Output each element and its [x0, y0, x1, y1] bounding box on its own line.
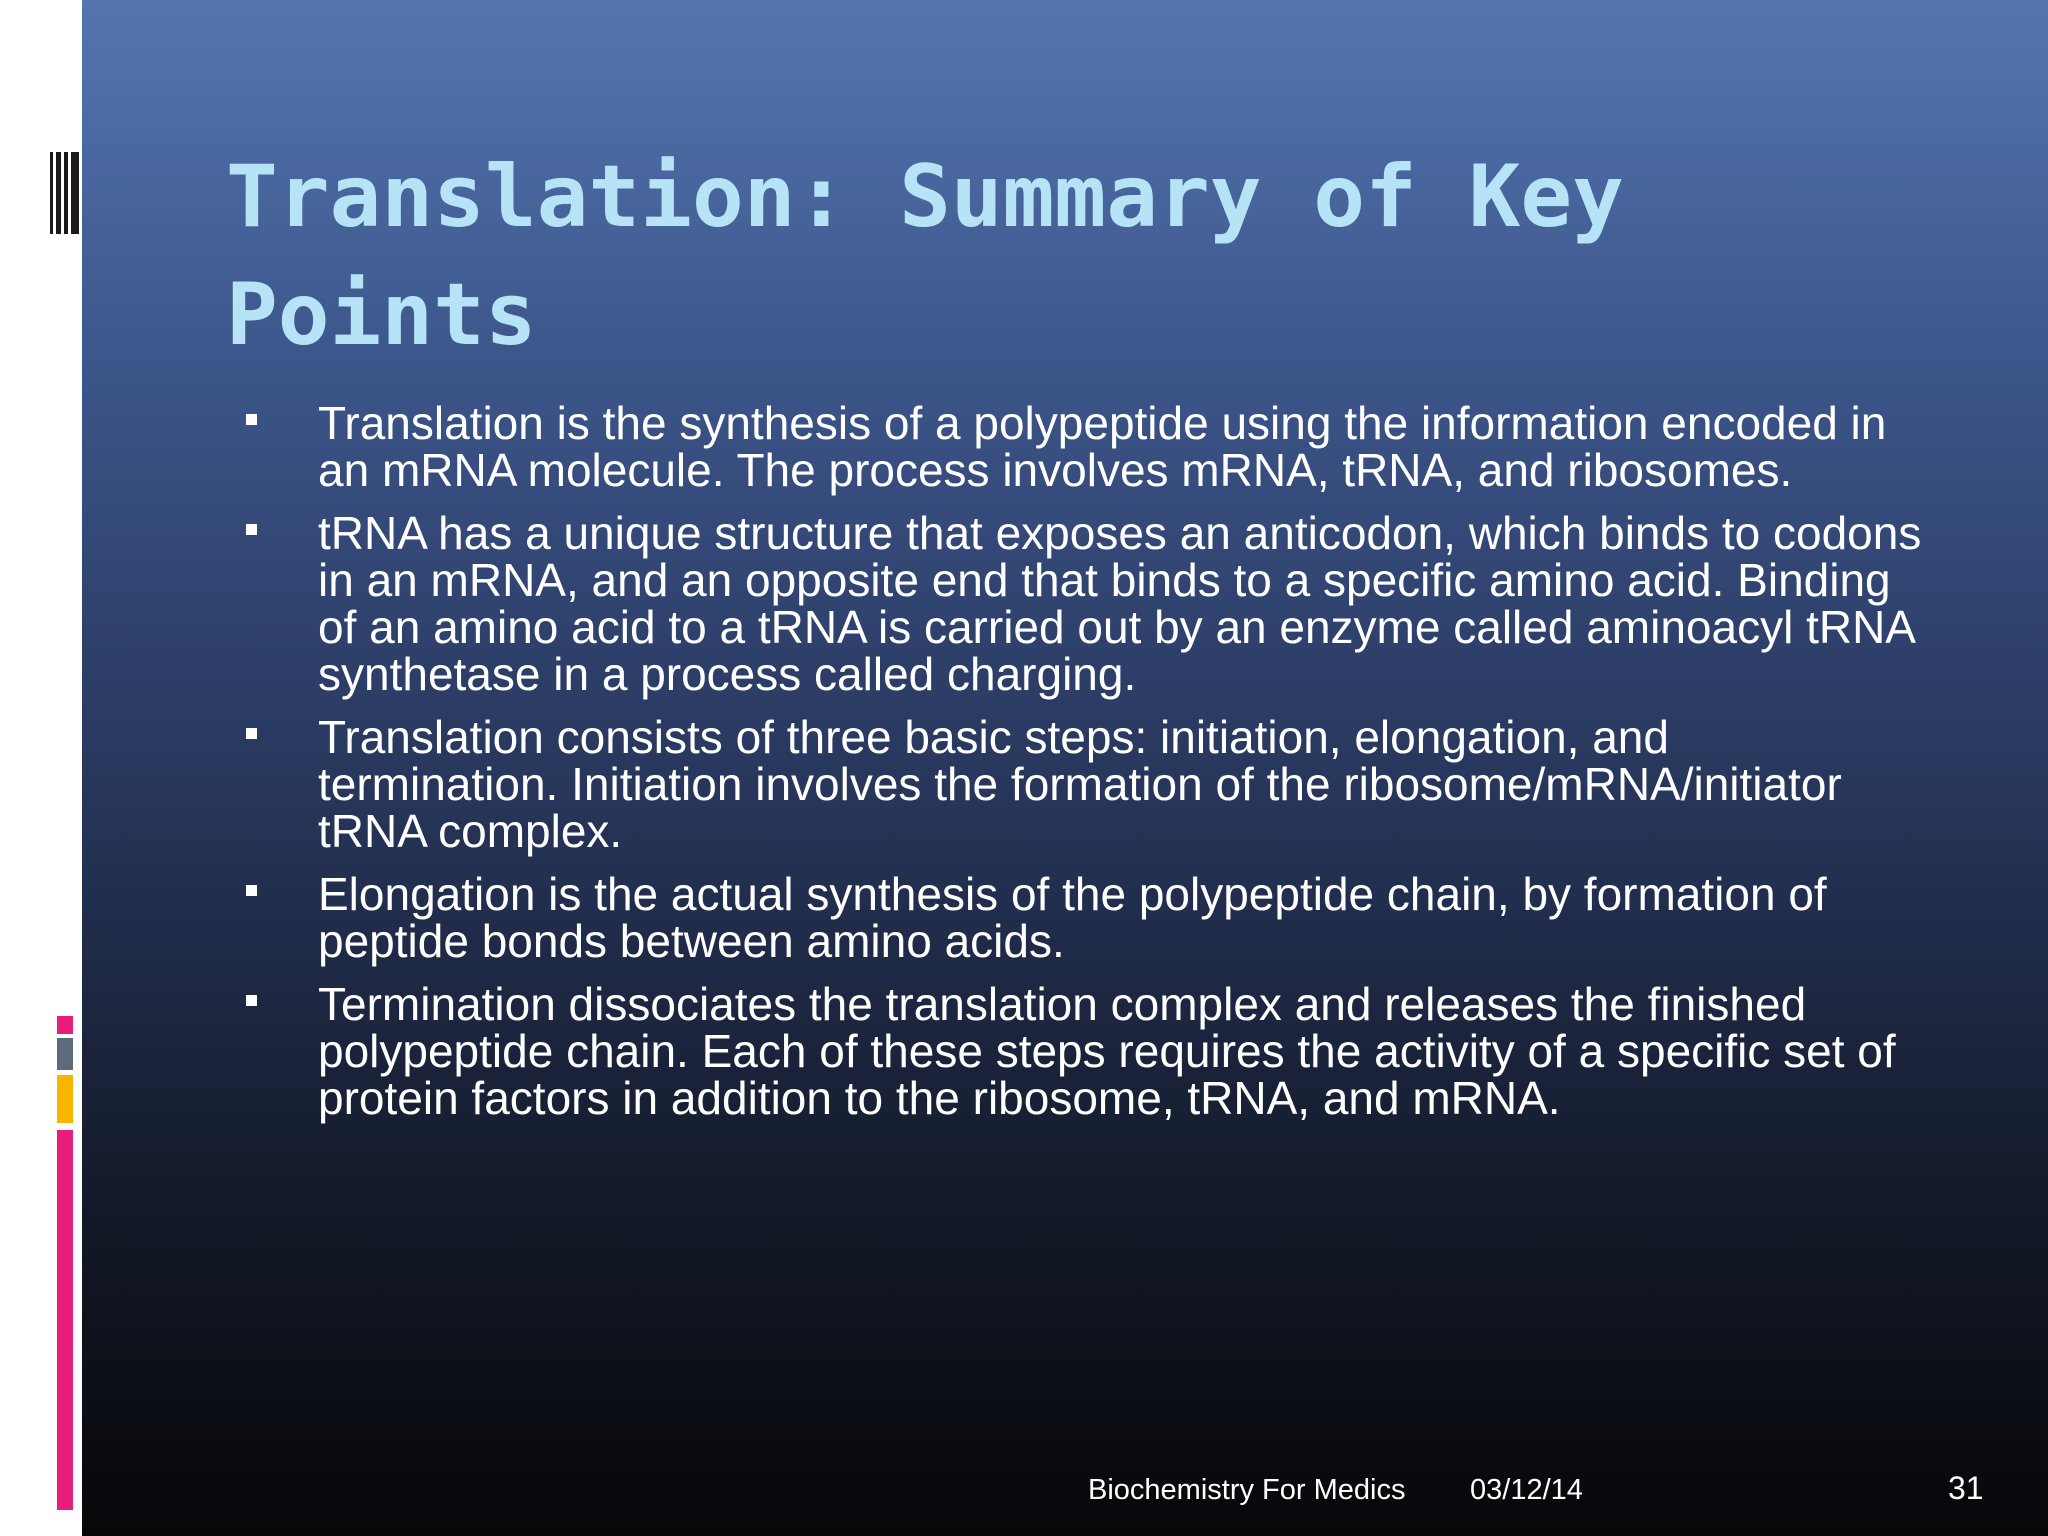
decorative-stripe [56, 152, 61, 234]
footer-date: 03/12/14 [1470, 1474, 1583, 1506]
bullet-text: Translation consists of three basic steps: initiation, elongation, and termination. Initiation involves the formation of the ribosome/mRNA/initiator tRNA complex. [318, 711, 1842, 857]
bullet-item [242, 711, 1922, 857]
bullet-text: Translation is the synthesis of a polypeptide using the information encoded in an mRNA molecule. The process involves mRNA, tRNA, and ribosomes. [318, 397, 1887, 496]
bullet-text: tRNA has a unique structure that exposes an anticodon, which binds to codons in an mRNA, and an opposite end that binds to a specific amino acid. Binding of an amino acid to a tRNA is carried out by an enzyme called aminoacyl tRNA synthetase in a process called charging. [318, 507, 1922, 700]
square-bullet-icon [246, 524, 257, 535]
left-margin-band [0, 0, 82, 1536]
bullet-text: Elongation is the actual synthesis of the polypeptide chain, by formation of peptide bonds between amino acids. [318, 868, 1827, 967]
square-bullet-icon [246, 414, 257, 425]
bullet-item [242, 868, 1922, 967]
square-bullet-icon [246, 885, 257, 896]
footer-source: Biochemistry For Medics [1088, 1474, 1406, 1506]
accent-bar-gray [57, 1038, 73, 1070]
decorative-stripe [71, 152, 79, 234]
decorative-stripe [50, 152, 53, 234]
accent-bar-pink-short [57, 1016, 73, 1034]
bullet-text: Termination dissociates the translation complex and releases the finished polypeptide chain. Each of these steps requires the activity of a specific set of protein factors in addition to the ribosome, tRNA, and mRNA. [318, 978, 1896, 1124]
square-bullet-icon [246, 995, 257, 1006]
bullet-item [242, 397, 1922, 496]
slide-number: 31 [1948, 1470, 1984, 1506]
bullet-item [242, 507, 1922, 700]
accent-bar-pink-long [57, 1130, 73, 1510]
bullet-list [242, 397, 1922, 1138]
square-bullet-icon [246, 728, 257, 739]
slide-title: Translation: Summary of Key Points [226, 147, 1624, 365]
decorative-stripe [64, 152, 68, 234]
accent-bar-yellow [57, 1075, 73, 1123]
bullet-item [242, 978, 1922, 1124]
